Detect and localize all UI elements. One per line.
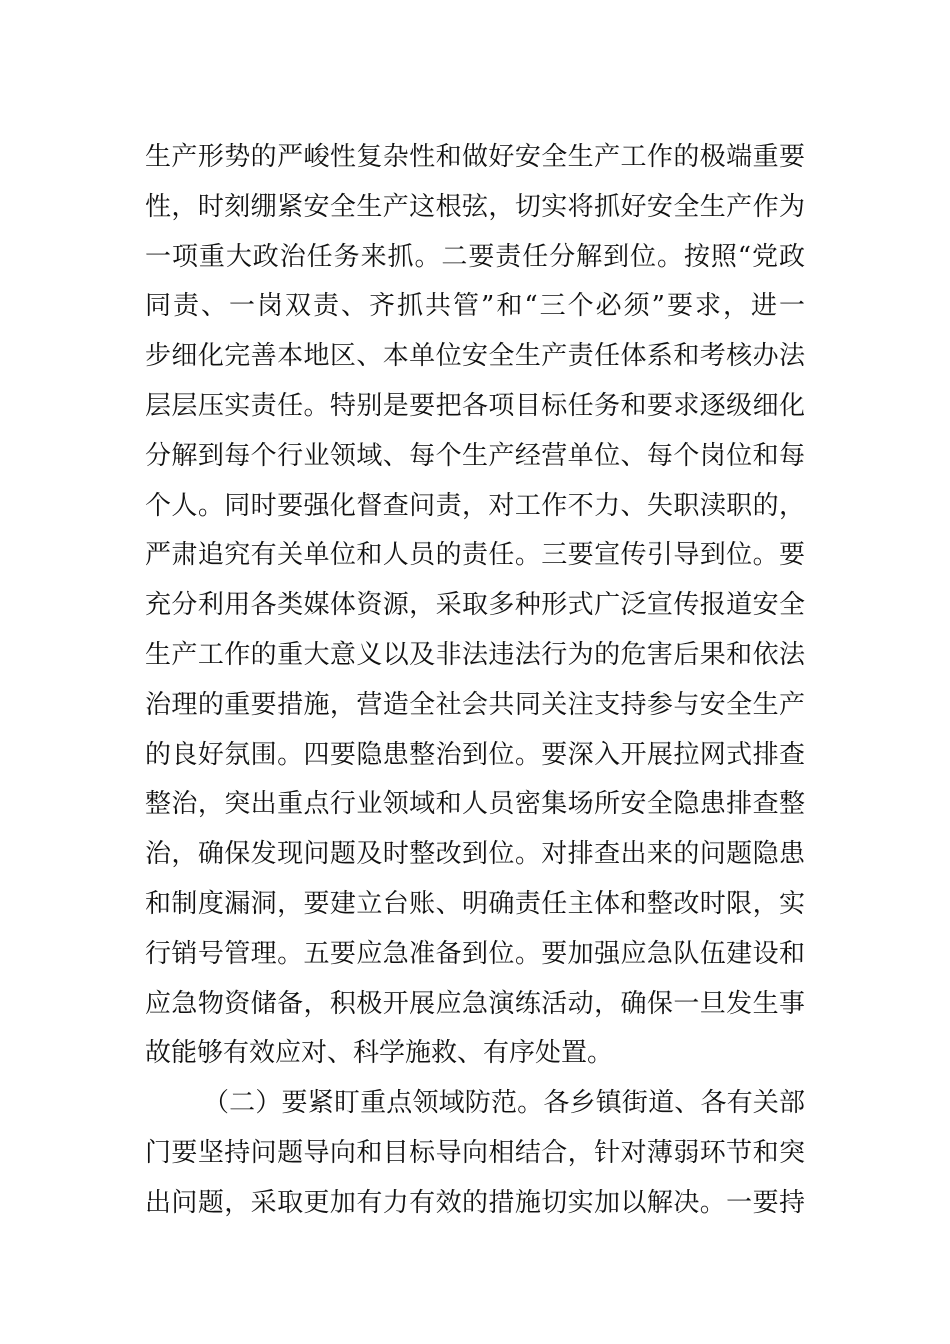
text-line: 层层压实责任。特别是要把各项目标任务和要求逐级细化 bbox=[145, 390, 805, 421]
text-line: 分解到每个行业领域、每个生产经营单位、每个岗位和每 bbox=[145, 440, 805, 471]
text-line: 行销号管理。五要应急准备到位。要加强应急队伍建设和 bbox=[145, 938, 805, 969]
text-line: 和制度漏洞，要建立台账、明确责任主体和整改时限，实 bbox=[145, 888, 805, 919]
text-line: 治，确保发现问题及时整改到位。对排查出来的问题隐患 bbox=[145, 839, 805, 870]
text-line: 出问题，采取更加有力有效的措施切实加以解决。一要持 bbox=[145, 1187, 805, 1218]
text-line: 生产形势的严峻性复杂性和做好安全生产工作的极端重要 bbox=[145, 142, 805, 172]
text-line: 整治，突出重点行业领域和人员密集场所安全隐患排查整 bbox=[145, 789, 805, 820]
text-line: 的良好氛围。四要隐患整治到位。要深入开展拉网式排查 bbox=[145, 739, 805, 770]
text-line: 严肃追究有关单位和人员的责任。三要宣传引导到位。要 bbox=[145, 540, 805, 571]
text-line: 个人。同时要强化督查问责，对工作不力、失职渎职的， bbox=[145, 490, 805, 521]
body-text bbox=[145, 133, 805, 1229]
text-line: 充分利用各类媒体资源，采取多种形式广泛宣传报道安全 bbox=[145, 590, 805, 621]
text-line: 治理的重要措施，营造全社会共同关注支持参与安全生产 bbox=[145, 689, 805, 720]
text-line: 性，时刻绷紧安全生产这根弦，切实将抓好安全生产作为 bbox=[145, 191, 805, 222]
text-line: 生产工作的重大意义以及非法违法行为的危害后果和依法 bbox=[145, 639, 805, 670]
text-line: 故能够有效应对、科学施救、有序处置。 bbox=[145, 1038, 614, 1069]
text-line: 同责、一岗双责、齐抓共管”和“三个必须”要求，进一 bbox=[145, 291, 805, 322]
text-line: 一项重大政治任务来抓。二要责任分解到位。按照“党政 bbox=[145, 241, 805, 272]
text-line: 应急物资储备，积极开展应急演练活动，确保一旦发生事 bbox=[145, 988, 805, 1019]
paragraph-first-line: （二）要紧盯重点领域防范。各乡镇街道、各有关部 bbox=[203, 1088, 805, 1119]
text-line: 门要坚持问题导向和目标导向相结合，针对薄弱环节和突 bbox=[145, 1137, 805, 1168]
text-line: 步细化完善本地区、本单位安全生产责任体系和考核办法 bbox=[145, 341, 805, 372]
